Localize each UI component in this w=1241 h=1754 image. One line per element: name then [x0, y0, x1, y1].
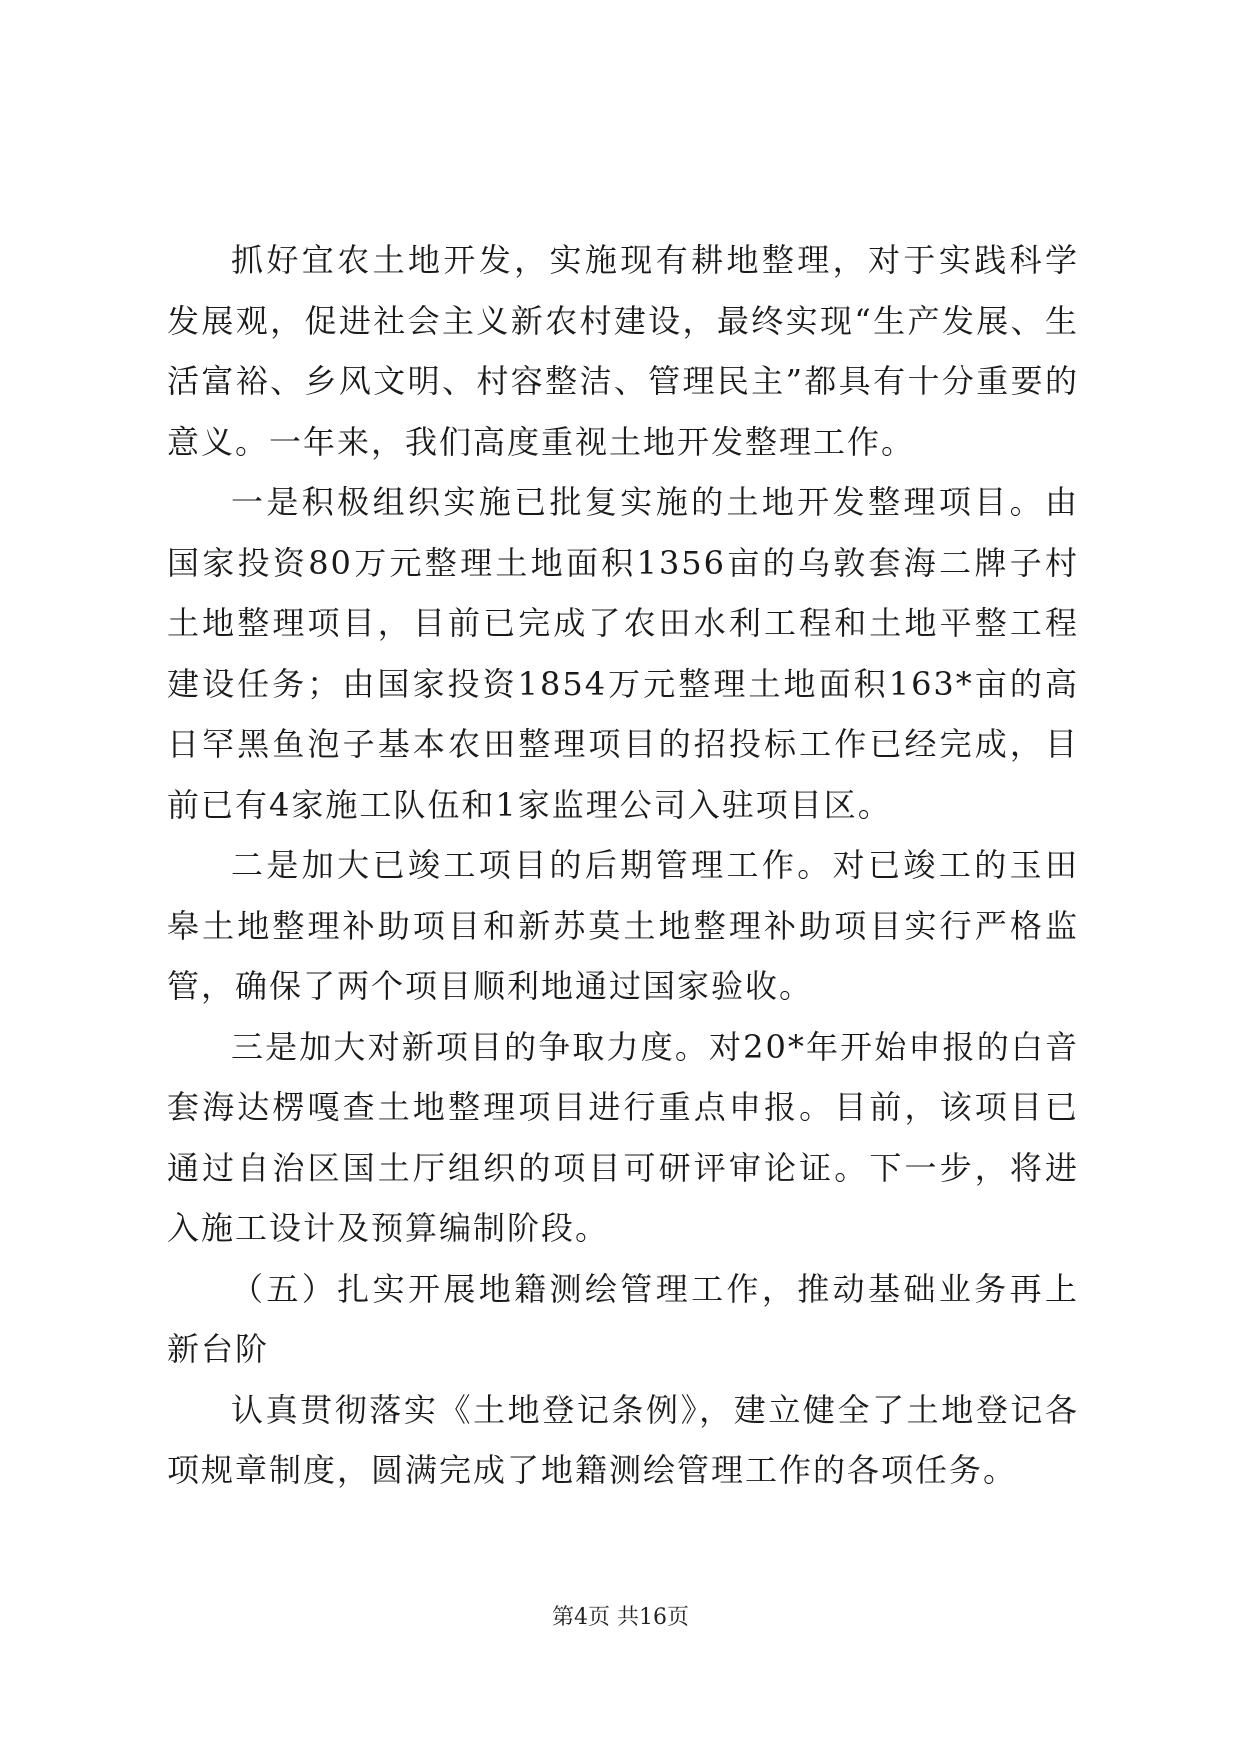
paragraph-item-two: 二是加大已竣工项目的后期管理工作。对已竣工的玉田皋土地整理补助项目和新苏莫土地整理补助项目实行严格监管，确保了两个项目顺利地通过国家验收。 — [167, 846, 1079, 1005]
paragraph-cadastral: 认真贯彻落实《土地登记条例》，建立健全了土地登记各项规章制度，圆满完成了地籍测绘管理工作的各项任务。 — [167, 1390, 1079, 1489]
page-footer: 第4页 共16页 — [552, 1605, 689, 1630]
paragraph-item-three: 三是加大对新项目的争取力度。对20*年开始申报的白音套海达楞嘎查土地整理项目进行重点申报。目前，该项目已通过自治区国土厅组织的项目可研评审论证。下一步，将进入施工设计及预算编制阶段。 — [167, 1027, 1079, 1247]
section-heading-five: （五）扎实开展地籍测绘管理工作，推动基础业务再上新台阶 — [167, 1269, 1079, 1368]
paragraph-intro: 抓好宜农土地开发，实施现有耕地整理，对于实践科学发展观，促进社会主义新农村建设，最终实现“生产发展、生活富裕、乡风文明、村容整洁、管理民主”都具有十分重要的意义。一年来，我们高度重视土地开发整理工作。 — [167, 241, 1079, 461]
document-body — [167, 230, 1079, 1501]
paragraph-item-one: 一是积极组织实施已批复实施的土地开发整理项目。由国家投资80万元整理土地面积1356亩的乌敦套海二牌子村土地整理项目，目前已完成了农田水利工程和土地平整工程建设任务；由国家投资1854万元整理土地面积163*亩的高日罕黑鱼泡子基本农田整理项目的招投标工作已经完成，目前已有4家施工队伍和1家监理公司入驻项目区。 — [167, 483, 1079, 824]
